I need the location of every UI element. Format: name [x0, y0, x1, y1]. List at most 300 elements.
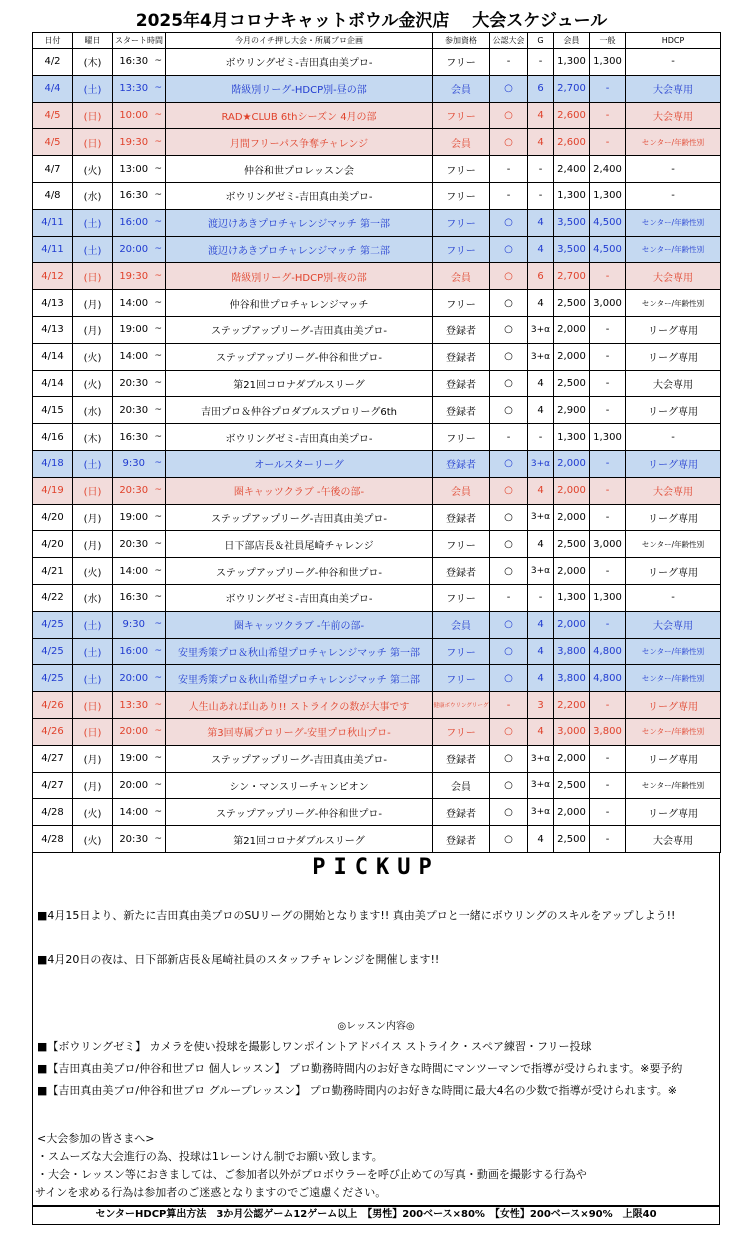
- qualification-cell: 健康ボウリングリーグ: [433, 692, 490, 719]
- games-cell: -: [528, 182, 554, 209]
- time-cell: [113, 263, 166, 290]
- tilde-mark: ~: [154, 190, 162, 201]
- general-fee-cell: -: [590, 450, 626, 477]
- games-cell: 3+α: [528, 504, 554, 531]
- dow-cell: (火): [73, 799, 113, 826]
- date-cell: 4/5: [33, 129, 73, 156]
- hdcp-cell: 大会専用: [626, 102, 721, 129]
- official-cell: ○: [490, 718, 528, 745]
- hdcp-cell: リーグ専用: [626, 397, 721, 424]
- table-row: [33, 450, 721, 477]
- table-row: [33, 772, 721, 799]
- general-fee-cell: 4,800: [590, 665, 626, 692]
- start-time: 20:30: [119, 538, 149, 550]
- start-time: 20:30: [119, 377, 149, 389]
- games-cell: 6: [528, 75, 554, 102]
- date-cell: 4/8: [33, 182, 73, 209]
- dow-cell: (月): [73, 290, 113, 317]
- member-fee-cell: 2,700: [554, 263, 590, 290]
- qualification-cell: 登録者: [433, 370, 490, 397]
- games-cell: 4: [528, 290, 554, 317]
- dow-cell: (日): [73, 263, 113, 290]
- start-time: 19:30: [119, 136, 149, 148]
- tilde-mark: ~: [154, 645, 162, 656]
- start-time: 9:30: [122, 458, 145, 470]
- member-fee-cell: 2,000: [554, 558, 590, 585]
- dow-cell: (木): [73, 49, 113, 76]
- event-cell: オールスターリーグ: [166, 450, 433, 477]
- general-fee-cell: 1,300: [590, 584, 626, 611]
- time-cell: [113, 424, 166, 451]
- start-time: 10:00: [119, 109, 149, 121]
- time-cell: [113, 692, 166, 719]
- games-cell: 4: [528, 477, 554, 504]
- table-row: [33, 826, 721, 853]
- qualification-cell: フリー: [433, 665, 490, 692]
- start-time: 14:00: [119, 565, 149, 577]
- start-time: 19:00: [119, 511, 149, 523]
- dow-cell: (土): [73, 75, 113, 102]
- general-fee-cell: 3,800: [590, 718, 626, 745]
- hdcp-cell: 大会専用: [626, 611, 721, 638]
- time-cell: [113, 799, 166, 826]
- official-cell: ○: [490, 611, 528, 638]
- qualification-cell: フリー: [433, 584, 490, 611]
- qualification-cell: 登録者: [433, 343, 490, 370]
- member-fee-cell: 1,300: [554, 49, 590, 76]
- time-cell: [113, 75, 166, 102]
- games-cell: 4: [528, 531, 554, 558]
- official-cell: ○: [490, 799, 528, 826]
- official-cell: -: [490, 49, 528, 76]
- event-cell: ボウリングゼミ-吉田真由美プロ-: [166, 182, 433, 209]
- hdcp-cell: 大会専用: [626, 263, 721, 290]
- event-cell: ステップアップリーグ-仲谷和世プロ-: [166, 558, 433, 585]
- dow-cell: (月): [73, 745, 113, 772]
- official-cell: ○: [490, 370, 528, 397]
- lesson-item: ■【ボウリングゼミ】 カメラを使い投球を撮影しワンポイントアドバイス ストライク・スペア練習・フリー投球: [37, 1040, 592, 1053]
- time-cell: [113, 611, 166, 638]
- tilde-mark: ~: [154, 833, 162, 844]
- official-cell: -: [490, 692, 528, 719]
- header-games: G: [528, 33, 554, 49]
- event-cell: 仲谷和世プロレッスン会: [166, 156, 433, 183]
- hdcp-footer: センターHDCP算出方法 3か月公認ゲーム12ゲーム以上 【男性】200ベース×80% 【女性】200ベース×90% 上限40: [32, 1205, 720, 1225]
- table-row: [33, 343, 721, 370]
- table-row: [33, 558, 721, 585]
- header-date: 日付: [33, 33, 73, 49]
- member-fee-cell: 2,500: [554, 290, 590, 317]
- member-fee-cell: 2,000: [554, 504, 590, 531]
- event-cell: 月間フリーパス争奪チャレンジ: [166, 129, 433, 156]
- member-fee-cell: 1,300: [554, 584, 590, 611]
- time-cell: [113, 236, 166, 263]
- general-fee-cell: -: [590, 611, 626, 638]
- event-cell: 第21回コロナダブルスリーグ: [166, 826, 433, 853]
- general-fee-cell: -: [590, 477, 626, 504]
- table-row: [33, 263, 721, 290]
- start-time: 16:30: [119, 431, 149, 443]
- member-fee-cell: 1,300: [554, 424, 590, 451]
- notice-heading: <大会参加の皆さまへ>: [37, 1132, 155, 1145]
- dow-cell: (火): [73, 156, 113, 183]
- member-fee-cell: 1,300: [554, 182, 590, 209]
- time-cell: [113, 772, 166, 799]
- official-cell: -: [490, 182, 528, 209]
- tilde-mark: ~: [154, 619, 162, 630]
- games-cell: 3+α: [528, 772, 554, 799]
- table-row: [33, 665, 721, 692]
- start-time: 20:30: [119, 833, 149, 845]
- official-cell: ○: [490, 75, 528, 102]
- qualification-cell: 登録者: [433, 558, 490, 585]
- date-cell: 4/26: [33, 692, 73, 719]
- games-cell: 4: [528, 611, 554, 638]
- header-general-fee: 一般: [590, 33, 626, 49]
- tilde-mark: ~: [154, 270, 162, 281]
- tilde-mark: ~: [154, 431, 162, 442]
- qualification-cell: 登録者: [433, 826, 490, 853]
- table-row: [33, 531, 721, 558]
- member-fee-cell: 2,000: [554, 477, 590, 504]
- table-row: [33, 370, 721, 397]
- hdcp-cell: センター/年齢性別: [626, 531, 721, 558]
- member-fee-cell: 2,500: [554, 370, 590, 397]
- page-title: 2025年4月コロナキャットボウル金沢店 大会スケジュール: [135, 11, 608, 31]
- official-cell: ○: [490, 316, 528, 343]
- member-fee-cell: 2,500: [554, 826, 590, 853]
- dow-cell: (日): [73, 129, 113, 156]
- table-row: [33, 102, 721, 129]
- games-cell: 3+α: [528, 343, 554, 370]
- time-cell: [113, 290, 166, 317]
- hdcp-cell: センター/年齢性別: [626, 638, 721, 665]
- general-fee-cell: -: [590, 397, 626, 424]
- event-cell: 日下部店長＆社員尾崎チャレンジ: [166, 531, 433, 558]
- start-time: 20:30: [119, 404, 149, 416]
- qualification-cell: 会員: [433, 263, 490, 290]
- lesson-item: ■【吉田真由美プロ/仲谷和世プロ グループレッスン】 プロ勤務時間内のお好きな時間に最大4名の少数で指導が受けられます。※: [37, 1084, 677, 1097]
- official-cell: ○: [490, 745, 528, 772]
- dow-cell: (土): [73, 638, 113, 665]
- time-cell: [113, 129, 166, 156]
- tilde-mark: ~: [154, 672, 162, 683]
- official-cell: ○: [490, 477, 528, 504]
- date-cell: 4/25: [33, 665, 73, 692]
- member-fee-cell: 2,200: [554, 692, 590, 719]
- dow-cell: (日): [73, 692, 113, 719]
- general-fee-cell: -: [590, 799, 626, 826]
- dow-cell: (水): [73, 584, 113, 611]
- dow-cell: (水): [73, 182, 113, 209]
- general-fee-cell: 1,300: [590, 49, 626, 76]
- pickup-item: ■4月20日の夜は、日下部新店長＆尾崎社員のスタッフチャレンジを開催します!!: [37, 953, 440, 966]
- dow-cell: (水): [73, 397, 113, 424]
- start-time: 20:00: [119, 779, 149, 791]
- start-time: 16:30: [119, 190, 149, 202]
- hdcp-cell: -: [626, 424, 721, 451]
- hdcp-cell: リーグ専用: [626, 504, 721, 531]
- time-cell: [113, 450, 166, 477]
- qualification-cell: フリー: [433, 531, 490, 558]
- member-fee-cell: 3,000: [554, 718, 590, 745]
- dow-cell: (日): [73, 718, 113, 745]
- time-cell: [113, 477, 166, 504]
- games-cell: 3: [528, 692, 554, 719]
- member-fee-cell: 2,000: [554, 611, 590, 638]
- games-cell: 3+α: [528, 558, 554, 585]
- table-row: [33, 692, 721, 719]
- dow-cell: (日): [73, 477, 113, 504]
- event-cell: 安里秀策プロ＆秋山希望プロチャレンジマッチ 第二部: [166, 665, 433, 692]
- time-cell: [113, 638, 166, 665]
- qualification-cell: 登録者: [433, 397, 490, 424]
- pickup-title: PICKUP: [312, 855, 440, 880]
- event-cell: シン・マンスリーチャンピオン: [166, 772, 433, 799]
- hdcp-cell: リーグ専用: [626, 343, 721, 370]
- table-row: [33, 316, 721, 343]
- event-cell: ステップアップリーグ-仲谷和世プロ-: [166, 799, 433, 826]
- start-time: 16:00: [119, 645, 149, 657]
- games-cell: 4: [528, 236, 554, 263]
- member-fee-cell: 3,500: [554, 236, 590, 263]
- date-cell: 4/5: [33, 102, 73, 129]
- official-cell: ○: [490, 772, 528, 799]
- qualification-cell: 登録者: [433, 316, 490, 343]
- general-fee-cell: 1,300: [590, 424, 626, 451]
- hdcp-cell: 大会専用: [626, 370, 721, 397]
- tilde-mark: ~: [154, 779, 162, 790]
- hdcp-cell: -: [626, 49, 721, 76]
- table-row: [33, 477, 721, 504]
- hdcp-cell: センター/年齢性別: [626, 236, 721, 263]
- qualification-cell: フリー: [433, 49, 490, 76]
- date-cell: 4/22: [33, 584, 73, 611]
- hdcp-cell: センター/年齢性別: [626, 772, 721, 799]
- header-official: 公認大会: [490, 33, 528, 49]
- official-cell: ○: [490, 638, 528, 665]
- event-cell: RAD★CLUB 6thシーズン 4月の部: [166, 102, 433, 129]
- dow-cell: (土): [73, 611, 113, 638]
- dow-cell: (日): [73, 102, 113, 129]
- event-cell: ステップアップリーグ-吉田真由美プロ-: [166, 316, 433, 343]
- dow-cell: (土): [73, 665, 113, 692]
- games-cell: 4: [528, 129, 554, 156]
- table-row: [33, 611, 721, 638]
- hdcp-cell: センター/年齢性別: [626, 290, 721, 317]
- hdcp-cell: -: [626, 156, 721, 183]
- games-cell: 3+α: [528, 745, 554, 772]
- general-fee-cell: -: [590, 772, 626, 799]
- official-cell: ○: [490, 504, 528, 531]
- date-cell: 4/11: [33, 236, 73, 263]
- table-row: [33, 745, 721, 772]
- time-cell: [113, 584, 166, 611]
- qualification-cell: フリー: [433, 718, 490, 745]
- general-fee-cell: 4,500: [590, 209, 626, 236]
- hdcp-cell: センター/年齢性別: [626, 665, 721, 692]
- date-cell: 4/27: [33, 745, 73, 772]
- time-cell: [113, 370, 166, 397]
- table-header-row: [33, 33, 721, 49]
- general-fee-cell: -: [590, 343, 626, 370]
- date-cell: 4/4: [33, 75, 73, 102]
- date-cell: 4/14: [33, 370, 73, 397]
- notice-item: サインを求める行為は参加者のご迷惑となりますのでご遠慮ください。: [35, 1186, 387, 1199]
- games-cell: 6: [528, 263, 554, 290]
- table-row: [33, 75, 721, 102]
- time-cell: [113, 343, 166, 370]
- time-cell: [113, 49, 166, 76]
- qualification-cell: フリー: [433, 424, 490, 451]
- tilde-mark: ~: [154, 377, 162, 388]
- tilde-mark: ~: [154, 458, 162, 469]
- start-time: 13:00: [119, 163, 149, 175]
- qualification-cell: 登録者: [433, 799, 490, 826]
- event-cell: 渡辺けあきプロチャレンジマッチ 第二部: [166, 236, 433, 263]
- event-cell: ステップアップリーグ-吉田真由美プロ-: [166, 504, 433, 531]
- general-fee-cell: -: [590, 370, 626, 397]
- general-fee-cell: 4,500: [590, 236, 626, 263]
- games-cell: 4: [528, 370, 554, 397]
- date-cell: 4/13: [33, 290, 73, 317]
- event-cell: ボウリングゼミ-吉田真由美プロ-: [166, 584, 433, 611]
- tilde-mark: ~: [154, 324, 162, 335]
- official-cell: ○: [490, 129, 528, 156]
- dow-cell: (月): [73, 316, 113, 343]
- official-cell: ○: [490, 102, 528, 129]
- games-cell: 3+α: [528, 799, 554, 826]
- date-cell: 4/18: [33, 450, 73, 477]
- header-dow: 曜日: [73, 33, 113, 49]
- official-cell: ○: [490, 665, 528, 692]
- member-fee-cell: 2,000: [554, 450, 590, 477]
- games-cell: 4: [528, 209, 554, 236]
- general-fee-cell: -: [590, 504, 626, 531]
- lesson-heading: ◎レッスン内容◎: [337, 1021, 415, 1032]
- date-cell: 4/2: [33, 49, 73, 76]
- tilde-mark: ~: [154, 243, 162, 254]
- date-cell: 4/28: [33, 799, 73, 826]
- games-cell: 4: [528, 826, 554, 853]
- time-cell: [113, 316, 166, 343]
- games-cell: 4: [528, 665, 554, 692]
- member-fee-cell: 2,900: [554, 397, 590, 424]
- tilde-mark: ~: [154, 351, 162, 362]
- event-cell: 圏キャッツクラブ -午前の部-: [166, 611, 433, 638]
- games-cell: 4: [528, 718, 554, 745]
- tilde-mark: ~: [154, 217, 162, 228]
- qualification-cell: 会員: [433, 611, 490, 638]
- date-cell: 4/20: [33, 531, 73, 558]
- date-cell: 4/19: [33, 477, 73, 504]
- date-cell: 4/27: [33, 772, 73, 799]
- time-cell: [113, 156, 166, 183]
- qualification-cell: フリー: [433, 290, 490, 317]
- time-cell: [113, 102, 166, 129]
- general-fee-cell: 3,000: [590, 290, 626, 317]
- date-cell: 4/26: [33, 718, 73, 745]
- dow-cell: (火): [73, 558, 113, 585]
- table-row: [33, 156, 721, 183]
- tilde-mark: ~: [154, 404, 162, 415]
- games-cell: -: [528, 424, 554, 451]
- table-row: [33, 236, 721, 263]
- table-row: [33, 129, 721, 156]
- date-cell: 4/15: [33, 397, 73, 424]
- hdcp-cell: センター/年齢性別: [626, 129, 721, 156]
- event-cell: 渡辺けあきプロチャレンジマッチ 第一部: [166, 209, 433, 236]
- table-row: [33, 799, 721, 826]
- start-time: 20:00: [119, 726, 149, 738]
- official-cell: -: [490, 584, 528, 611]
- tilde-mark: ~: [154, 297, 162, 308]
- official-cell: ○: [490, 826, 528, 853]
- general-fee-cell: 3,000: [590, 531, 626, 558]
- general-fee-cell: -: [590, 316, 626, 343]
- official-cell: ○: [490, 531, 528, 558]
- qualification-cell: 会員: [433, 129, 490, 156]
- start-time: 19:00: [119, 753, 149, 765]
- time-cell: [113, 826, 166, 853]
- general-fee-cell: -: [590, 745, 626, 772]
- table-row: [33, 718, 721, 745]
- tilde-mark: ~: [154, 699, 162, 710]
- hdcp-cell: リーグ専用: [626, 316, 721, 343]
- time-cell: [113, 504, 166, 531]
- header-member-fee: 会員: [554, 33, 590, 49]
- event-cell: 人生山あれば山あり!! ストライクの数が大事です: [166, 692, 433, 719]
- games-cell: 4: [528, 638, 554, 665]
- hdcp-cell: リーグ専用: [626, 799, 721, 826]
- tilde-mark: ~: [154, 753, 162, 764]
- member-fee-cell: 2,400: [554, 156, 590, 183]
- games-cell: 4: [528, 397, 554, 424]
- start-time: 13:30: [119, 83, 149, 95]
- member-fee-cell: 3,800: [554, 638, 590, 665]
- date-cell: 4/21: [33, 558, 73, 585]
- qualification-cell: 会員: [433, 75, 490, 102]
- event-cell: 第3回専属プロリーグ-安里プロ秋山プロ-: [166, 718, 433, 745]
- qualification-cell: フリー: [433, 209, 490, 236]
- general-fee-cell: -: [590, 263, 626, 290]
- official-cell: ○: [490, 397, 528, 424]
- header-event: 今月のイチ押し大会・所属プロ企画: [166, 33, 433, 49]
- time-cell: [113, 665, 166, 692]
- start-time: 20:00: [119, 243, 149, 255]
- games-cell: 4: [528, 102, 554, 129]
- date-cell: 4/20: [33, 504, 73, 531]
- date-cell: 4/7: [33, 156, 73, 183]
- general-fee-cell: -: [590, 75, 626, 102]
- start-time: 20:30: [119, 485, 149, 497]
- header-hdcp: HDCP: [626, 33, 721, 49]
- pickup-section: [32, 853, 720, 1207]
- hdcp-cell: センター/年齢性別: [626, 209, 721, 236]
- start-time: 14:00: [119, 806, 149, 818]
- member-fee-cell: 2,000: [554, 745, 590, 772]
- qualification-cell: フリー: [433, 156, 490, 183]
- dow-cell: (月): [73, 531, 113, 558]
- official-cell: ○: [490, 290, 528, 317]
- tilde-mark: ~: [154, 136, 162, 147]
- official-cell: ○: [490, 450, 528, 477]
- qualification-cell: フリー: [433, 638, 490, 665]
- qualification-cell: フリー: [433, 236, 490, 263]
- games-cell: -: [528, 49, 554, 76]
- event-cell: 第21回コロナダブルスリーグ: [166, 370, 433, 397]
- table-row: [33, 182, 721, 209]
